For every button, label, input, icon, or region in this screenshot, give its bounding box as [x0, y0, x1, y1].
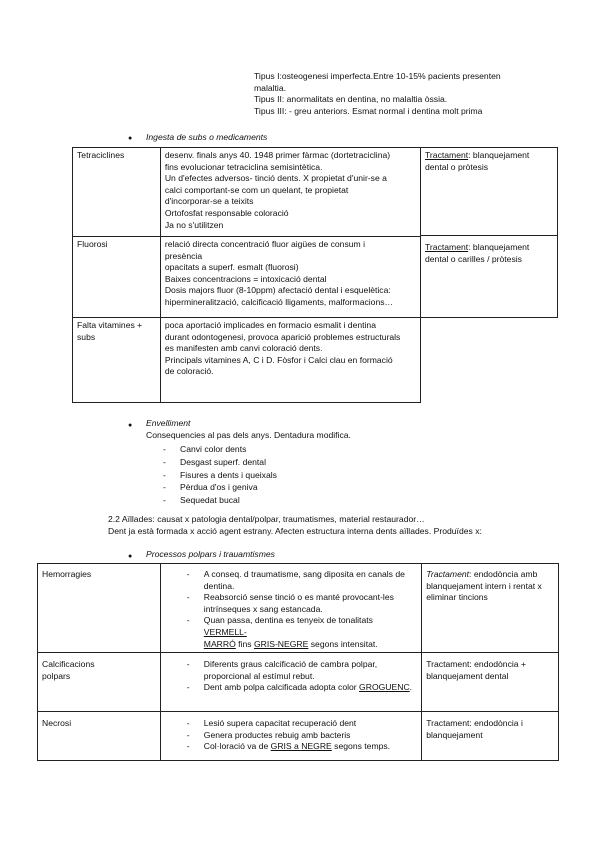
table-row — [73, 148, 421, 237]
row-description: poca aportació implicades en formacio esmalit i dentina durant odontogenesi, provoca aparició problemes estructurals es manifesten amb canvi coloració dents. Principals vitamines A, C i D. Fòsfor i Calci clau en formació de coloració. — [160, 318, 420, 403]
intro-line: Tipus I:osteogenesi imperfecta.Entre 10-15% pacients presenten — [254, 71, 501, 81]
treatment-cell: Tractament: endodòncia amb blanquejament intern i rentat x eliminar tincions — [422, 564, 559, 653]
list-item: - Sequedat bucal — [163, 494, 277, 507]
list-item: - Col·loració va de GRIS a NEGRE segons temps. — [187, 741, 417, 753]
list-item: - A conseq. d traumatisme, sang diposita en canals de dentina. — [187, 569, 417, 592]
row-description: desenv. finals anys 40. 1948 primer fàrmac (dortetraciclina) fins evolucionar tetraciclina semisintètica. Un d'efectes adversos- tinció dents. X propietat d'unir-se a calci comportant-se com un quelant, te propietat d'incorporar-se a teixits Ortofosfat responsable coloració Ja no s'utilitzen — [160, 148, 420, 237]
list-item: - Pèrdua d'os i geniva — [163, 481, 277, 494]
row-name: Tetraciclines — [73, 148, 161, 237]
list-item: - Lesió supera capacitat recuperació dent — [187, 718, 417, 730]
paragraph-line: 2.2 Aïllades: causat x patologia dental/polpar, traumatismes, material restaurador… — [108, 514, 425, 524]
row-name: Calcificacions polpars — [38, 653, 161, 712]
description-list — [167, 569, 417, 650]
processos-table — [37, 563, 559, 761]
section-heading-processos: Processos polpars i trauamtismes — [146, 549, 275, 559]
envelliment-list — [163, 443, 277, 507]
row-name: Falta vitamines + subs — [73, 318, 161, 403]
list-item: - Canvi color dents — [163, 443, 277, 456]
row-description — [160, 653, 421, 712]
list-item: - Reabsorció sense tinció o es manté provocant-les intrínseques x sang estancada. — [187, 592, 417, 615]
section-heading-envelliment: Envelliment — [146, 418, 191, 428]
row-description: relació directa concentració fluor aigües de consum i presència opacitats a superf. esmalt (fluorosi) Baixes concentracions = intoxicació dental Dosis majors fluor (8-10ppm) afectació dental i esquelètica: hipermineralització, calcificació lligaments, malformacions… — [160, 237, 420, 318]
list-item: - Genera productes rebuig amb bacteris — [187, 730, 417, 742]
row-name: Necrosi — [38, 712, 161, 761]
ingesta-table — [72, 147, 421, 403]
table-row — [73, 237, 421, 318]
row-name: Hemorragies — [38, 564, 161, 653]
list-item: - Diferents graus calcificació de cambra polpar, proporcional al estímul rebut. — [187, 659, 417, 682]
table-row — [38, 712, 559, 761]
description-list — [167, 718, 417, 753]
treatment-cell: Tractament: endodòncia + blanquejament dental — [422, 653, 559, 712]
paragraph-line: Dent ja està formada x acció agent estrany. Afecten estructura interna dents aïllades. Produïdes x: — [108, 526, 482, 536]
envelliment-subtitle: Consequencies al pas dels anys. Dentadura modifica. — [146, 430, 351, 440]
intro-block — [254, 71, 501, 117]
row-description — [160, 712, 421, 761]
table-row — [38, 564, 559, 653]
list-item: - Desgast superf. dental — [163, 456, 277, 469]
list-item: - Quan passa, dentina es tenyeix de tonalitats VERMELL- MARRÓ fins GRIS-NEGRE segons intensitat. — [187, 615, 417, 650]
table-row — [38, 653, 559, 712]
bullet-icon: ● — [128, 553, 133, 560]
row-description — [160, 564, 421, 653]
treatment-cell: Tractament: blanquejament dental o pròtesis — [421, 147, 558, 236]
list-item: - Dent amb polpa calcificada adopta color GROGUENC. — [187, 682, 417, 694]
table-row — [73, 318, 421, 403]
list-item: - Fisures a dents i queixals — [163, 469, 277, 482]
description-list — [167, 659, 417, 694]
intro-line: Tipus II: anormalitats en dentina, no malaltia òssia. — [254, 94, 448, 105]
section-heading-ingesta: Ingesta de subs o medicaments — [146, 132, 268, 142]
bullet-icon: ● — [128, 135, 133, 142]
intro-line: Tipus III: - greu anteriors. Esmat normal i dentina molt prima — [254, 105, 483, 116]
intro-line: malaltia. — [254, 82, 286, 93]
row-name: Fluorosi — [73, 237, 161, 318]
treatment-cell: Tractament: blanquejament dental o carilles / pròtesis — [421, 236, 558, 318]
treatment-cell: Tractament: endodòncia i blanquejament — [422, 712, 559, 761]
bullet-icon: ● — [128, 422, 133, 429]
